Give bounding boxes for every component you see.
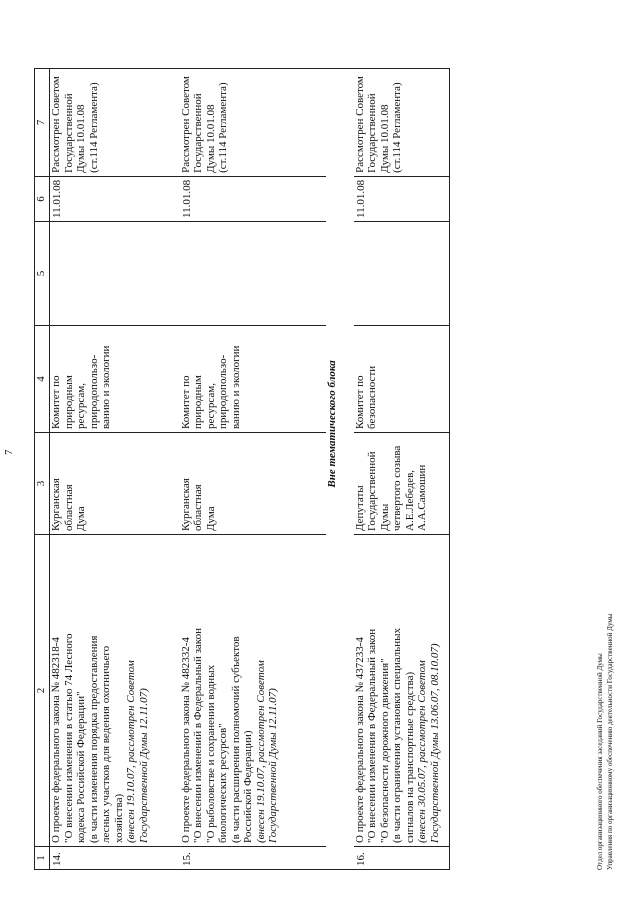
table-header-row bbox=[35, 68, 50, 869]
author-line: Курганская областная bbox=[179, 478, 204, 531]
bill-title-line: лесных участков для ведения охотничьего bbox=[100, 645, 112, 843]
bill-author bbox=[354, 433, 450, 535]
date-cell: 11.01.08 bbox=[354, 176, 450, 221]
status-line: Государственной bbox=[192, 93, 204, 173]
committee-line: ресурсам, bbox=[75, 382, 87, 429]
header-cell-7: 7 bbox=[35, 68, 50, 176]
bill-title-line: "О безопасности дорожного движения" bbox=[378, 658, 391, 843]
status-line: Государственной bbox=[366, 93, 378, 173]
status-line: (ст.114 Регламента) bbox=[217, 82, 229, 173]
row-number: 14. bbox=[50, 847, 180, 870]
committee-line: Комитет по bbox=[50, 375, 62, 429]
column-5-cell bbox=[50, 222, 180, 326]
bill-author bbox=[180, 433, 326, 535]
date-cell: 11.01.08 bbox=[50, 176, 180, 221]
author-line: Государственной bbox=[366, 451, 378, 531]
row-number: 16. bbox=[354, 847, 450, 870]
section-title: Вне тематического блока bbox=[325, 360, 338, 488]
table-row bbox=[180, 68, 326, 869]
author-line: Думы bbox=[378, 503, 391, 531]
status-line: Думы 10.01.08 bbox=[378, 104, 391, 173]
committee-line: природопользо- bbox=[87, 354, 100, 429]
committee-line: ресурсам, bbox=[204, 382, 217, 429]
page-number: 7 bbox=[3, 449, 15, 455]
status-line: Рассмотрен Советом bbox=[353, 76, 366, 173]
header-cell-6: 6 bbox=[35, 176, 50, 221]
table-row bbox=[50, 68, 180, 869]
author-line: Курганская областная bbox=[50, 478, 75, 531]
author-line: четвертого созыва bbox=[391, 445, 403, 531]
bill-title-line: кодекса Российской Федерации" bbox=[75, 691, 87, 843]
author-line: Дума bbox=[204, 506, 217, 531]
bill-title-line: "О рыболовстве и сохранении водных bbox=[204, 664, 217, 843]
section-row bbox=[326, 68, 354, 869]
status-line: Думы 10.01.08 bbox=[75, 104, 87, 173]
bill-description bbox=[354, 535, 450, 847]
status-cell bbox=[50, 68, 180, 176]
status-line: Рассмотрен Советом bbox=[179, 76, 192, 173]
committee-line: природным bbox=[192, 375, 204, 429]
bill-title-line: "О внесении изменений в Федеральный закон bbox=[192, 628, 204, 843]
bill-note-line: (внесен 30.05.07, рассмотрен Советом bbox=[416, 660, 428, 843]
author-line: А.А.Самошин bbox=[416, 464, 428, 531]
committee-line: безопасности bbox=[366, 365, 378, 429]
bill-title-line: "О внесении изменения в Федеральный закон bbox=[366, 628, 378, 843]
bill-title-line: "О внесении изменения в статью 74 Лесного bbox=[62, 633, 75, 843]
bill-title-line: О проекте федерального закона № 482332-4 bbox=[179, 637, 192, 843]
footer-line: Управления по организационному обеспечению деятельности Государственной Думы bbox=[606, 613, 614, 870]
author-line: А.Е.Лебедев, bbox=[403, 469, 416, 531]
bottom-border-cell bbox=[450, 68, 451, 869]
bill-title-line: Российской Федерации) bbox=[242, 730, 254, 843]
bill-note-line: (внесен 19.10.07, рассмотрен Советом bbox=[254, 660, 267, 843]
bill-title-line: хозяйства) bbox=[112, 793, 125, 843]
header-cell-5: 5 bbox=[35, 222, 50, 326]
status-line: (ст.114 Регламента) bbox=[87, 82, 100, 173]
committee-line: природным bbox=[62, 375, 75, 429]
header-cell-4: 4 bbox=[35, 326, 50, 433]
responsible-committee bbox=[50, 326, 180, 433]
status-cell bbox=[180, 68, 326, 176]
header-cell-1: 1 bbox=[35, 847, 50, 870]
committee-line: природопользо- bbox=[217, 354, 229, 429]
section-cell bbox=[326, 68, 354, 869]
header-cell-3: 3 bbox=[35, 433, 50, 535]
responsible-committee bbox=[354, 326, 450, 433]
header-cell-2: 2 bbox=[35, 535, 50, 847]
bill-description bbox=[50, 535, 180, 847]
column-5-cell bbox=[354, 222, 450, 326]
committee-line: Комитет по bbox=[179, 375, 192, 429]
author-line: Депутаты bbox=[353, 485, 366, 531]
bill-title-line: (в части изменения порядка предоставления bbox=[87, 635, 100, 843]
document-footer bbox=[595, 614, 615, 870]
bill-note-line: (внесен 19.10.07, рассмотрен Советом bbox=[125, 660, 137, 843]
status-line: Государственной bbox=[62, 93, 75, 173]
row-number: 15. bbox=[180, 847, 326, 870]
committee-line: Комитет по bbox=[353, 375, 366, 429]
table-row bbox=[354, 68, 450, 869]
bill-title-line: (в части расширения полномочий субъектов bbox=[229, 636, 242, 843]
status-line: (ст.114 Регламента) bbox=[391, 82, 403, 173]
bill-title-line: О проекте федерального закона № 482318-4 bbox=[50, 637, 62, 843]
responsible-committee bbox=[180, 326, 326, 433]
bill-author bbox=[50, 433, 180, 535]
footer-line: Отдел организационного обеспечения заседаний Государственной Думы bbox=[596, 653, 604, 870]
bill-note-line: Государственной Думы 12.11.07) bbox=[137, 688, 150, 843]
bill-title-line: сигналов на транспортные средства) bbox=[403, 671, 416, 843]
status-line: Думы 10.01.08 bbox=[204, 104, 217, 173]
date-cell: 11.01.08 bbox=[180, 176, 326, 221]
column-5-cell bbox=[180, 222, 326, 326]
status-cell bbox=[354, 68, 450, 176]
table-bottom-border bbox=[450, 68, 451, 869]
bill-title-line: биологических ресурсов" bbox=[217, 723, 229, 843]
bill-note-line: Государственной Думы 13.06.07, 08.10.07) bbox=[428, 643, 441, 843]
committee-line: ванию и экологии bbox=[100, 345, 112, 429]
bill-note-line: Государственной Думы 12.11.07) bbox=[267, 688, 279, 843]
status-line: Рассмотрен Советом bbox=[50, 76, 62, 173]
bill-title-line: О проекте федерального закона № 437233-4 bbox=[353, 637, 366, 843]
bill-description bbox=[180, 535, 326, 847]
bill-title-line: (в части ограничения установки специальных bbox=[391, 628, 403, 843]
committee-line: ванию и экологии bbox=[229, 345, 242, 429]
author-line: Дума bbox=[75, 506, 87, 531]
document-table bbox=[34, 68, 450, 870]
